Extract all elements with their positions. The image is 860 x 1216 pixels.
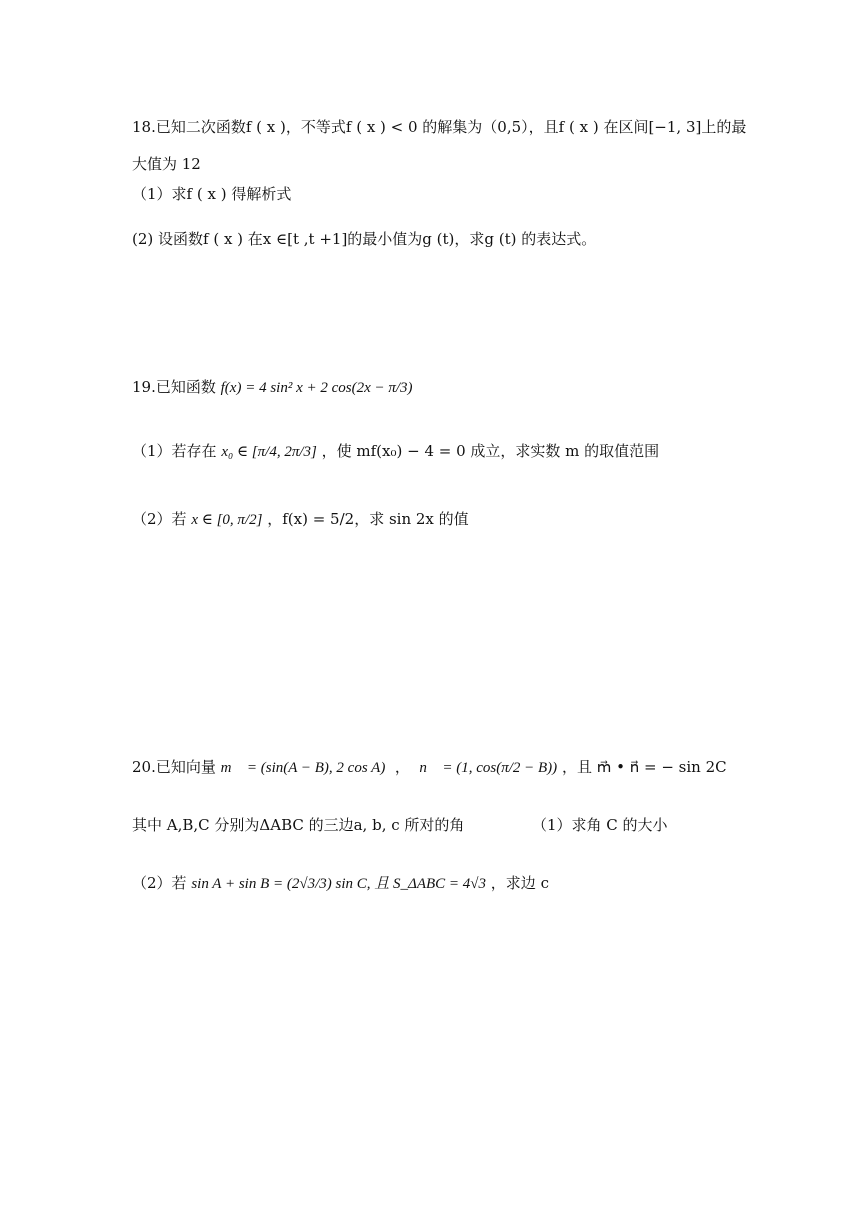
q19-part1-condition: ，使 mf(x₀) − 4 = 0 成立，求实数 m 的取值范围 bbox=[321, 442, 660, 460]
q20-separator: ， bbox=[390, 758, 415, 776]
q19-stem-prefix: 19.已知函数 bbox=[132, 378, 221, 396]
q18-part1 bbox=[132, 183, 291, 205]
q19-part2-condition: ，f(x) = 5/2，求 sin 2x 的值 bbox=[267, 510, 469, 528]
q20-stem-prefix: 20.已知向量 bbox=[132, 758, 216, 776]
q18-line2 bbox=[132, 153, 201, 175]
q19-stem bbox=[132, 376, 413, 399]
q19-part1-interval: x₀ ∈ [π/4, 2π/3] bbox=[221, 444, 317, 460]
q19-part2-interval: x ∈ [0, π/2] bbox=[191, 512, 263, 528]
q20-part2-expression: sin A + sin B = (2√3/3) sin C, 且 S_ΔABC = 4√3 bbox=[191, 876, 487, 892]
q20-line2 bbox=[132, 814, 668, 836]
q20-part1-text: （1）求角 C 的大小 bbox=[531, 816, 668, 834]
q18-line1-text: 18.已知二次函数f ( x )，不等式f ( x ) < 0 的解集为（0,5），且f ( x ) 在区间[−1, 3]上的最 bbox=[132, 118, 747, 136]
q18-part2 bbox=[132, 228, 596, 250]
q20-part2 bbox=[132, 872, 549, 895]
q18-line1 bbox=[132, 116, 746, 138]
q20-vector-n: n⃗ = (1, cos(π/2 − B)) bbox=[419, 760, 558, 776]
q19-part1 bbox=[132, 440, 659, 463]
q18-line2-text: 大值为 12 bbox=[132, 155, 201, 173]
q20-line2-context: 其中 A,B,C 分别为ΔABC 的三边a, b, c 所对的角 bbox=[132, 816, 465, 834]
q20-stem bbox=[132, 756, 727, 779]
q20-part2-suffix: ，求边 c bbox=[490, 874, 549, 892]
q18-part2-text: (2) 设函数f ( x ) 在x ∈[t ,t +1]的最小值为g (t)，求g (t) 的表达式。 bbox=[132, 230, 597, 248]
q19-part2-prefix: （2）若 bbox=[132, 510, 187, 528]
q20-vector-m: m⃗ = (sin(A − B), 2 cos A) bbox=[220, 760, 386, 776]
q20-stem-condition: ，且 m⃗ • n⃗ = − sin 2C bbox=[561, 758, 727, 776]
q18-part1-text: （1）求f ( x ) 得解析式 bbox=[132, 185, 292, 203]
q20-part2-prefix: （2）若 bbox=[132, 874, 187, 892]
q19-function-expression: f(x) = 4 sin² x + 2 cos(2x − π/3) bbox=[220, 380, 413, 396]
q19-part2 bbox=[132, 508, 469, 531]
q19-part1-prefix: （1）若存在 bbox=[132, 442, 217, 460]
